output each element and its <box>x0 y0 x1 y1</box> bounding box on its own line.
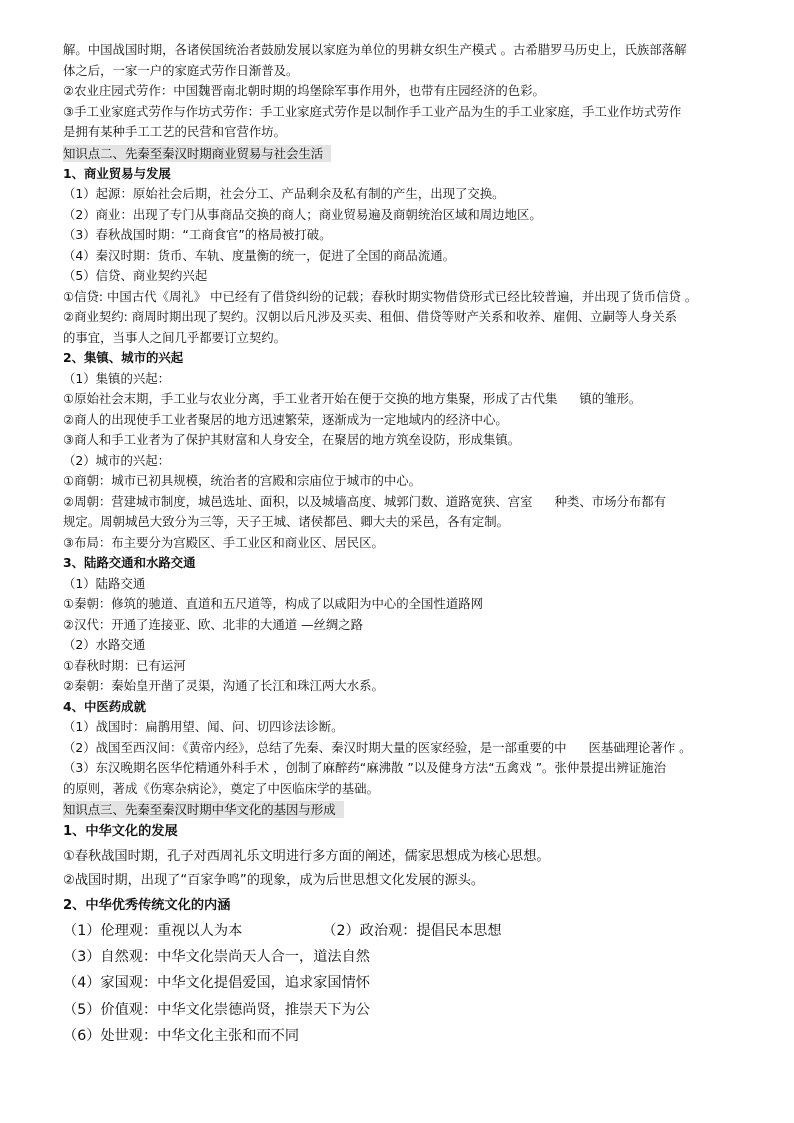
text-line: （4）秦汉时期：货币、车轨、度量衡的统一，促进了全国的商品流通。 <box>63 247 455 263</box>
text-line: 的原则，著成《伤寒杂病论》，奠定了中医临床学的基础。 <box>63 780 379 796</box>
intro-line-5: 是拥有某种手工工艺的民营和官营作坊。 <box>63 124 287 139</box>
text-line: （2）商业：出现了专门从事商品交换的商人；商业贸易遍及商朝统治区域和周边地区。 <box>63 206 542 222</box>
text-line: ②汉代：开通了连接亚、欧、北非的大通道 —丝绸之路 <box>63 616 364 632</box>
text-line: （3）自然观：中华文化崇尚天人合一，道法自然 <box>63 949 370 966</box>
text-segment: ②周朝：营建城市制度，城邑选址、面积，以及城墙高度、城郭门数、道路宽狭、宫室 <box>63 493 533 509</box>
text-segment: 医基础理论著作 。 <box>588 739 692 755</box>
text-line: （5）价值观：中华文化崇德尚贤，推崇天下为公 <box>63 1001 370 1018</box>
text-line <box>63 738 733 759</box>
text-line: ①春秋战国时期，孔子对西周礼乐文明进行多方面的阐述，儒家思想成为核心思想。 <box>63 848 550 864</box>
text-line: ①春秋时期：已有运河 <box>63 657 186 673</box>
intro-line-1: 解。中国战国时期，各诸侯国统治者鼓励发展以家庭为单位的男耕女织生产模式 。古希腊罗马历史上，氏族部落解 <box>63 42 687 57</box>
text-line: （1）战国时：扁鹊用望、闻、问、切四诊法诊断。 <box>63 719 344 734</box>
intro-line-3: ②农业庄园式劳作：中国魏晋南北朝时期的坞堡除军事作用外，也带有庄园经济的色彩。 <box>63 83 545 98</box>
knowledge-point-2-title-row <box>63 143 733 164</box>
text-line: ①秦朝：修筑的驰道、直道和五尺道等，构成了以咸阳为中心的全国性道路网 <box>63 596 483 611</box>
knowledge-point-2-title: 知识点二、先秦至秦汉时期商业贸易与社会生活 <box>63 145 331 162</box>
text-segment: （2）战国至西汉间：《黄帝内经》，总结了先秦、秦汉时期大量的医家经验，是一部重要的中 <box>63 739 567 755</box>
text-segment: （2）政治观：提倡民本思想 <box>322 923 502 939</box>
text-segment: 镇的雏形。 <box>579 391 642 406</box>
text-line: （5）信贷、商业契约兴起 <box>63 268 208 283</box>
text-line: ①信贷: 中国古代《周礼》 中已经有了借贷纠纷的记载；春秋时期实物借贷形式已经比较普遍，并出现了货币信贷 。 <box>63 288 698 304</box>
text-line: （2）城市的兴起： <box>63 452 171 468</box>
text-line: （2）水路交通 <box>63 637 146 652</box>
text-line: （1）集镇的兴起： <box>63 370 171 386</box>
text-line: ③商人和手工业者为了保护其财富和人身安全，在聚居的地方筑垒设防，形成集镇。 <box>63 432 521 447</box>
text-line: ②商业契约: 商周时期出现了契约。汉朝以后凡涉及买卖、租佃、借贷等财产关系和收养、雇佣、立嗣等人身关系 <box>63 309 677 324</box>
text-line: ②战国时期，出现了“百家争鸣”的现象，成为后世思想文化发展的源头。 <box>63 873 485 888</box>
text-line <box>63 918 733 944</box>
text-line: （3）东汉晚期名医华佗精通外科手术 ，创制了麻醉药“麻沸散 ”以及健身方法“五禽戏 ”。张仲景提出辨证施治 <box>63 760 666 775</box>
text-line: （6）处世观：中华文化主张和而不同 <box>63 1027 300 1044</box>
text-line: （3）春秋战国时期：“工商食官”的格局被打破。 <box>63 227 332 242</box>
text-line: （4）家国观：中华文化提倡爱国，追求家国情怀 <box>63 975 370 992</box>
text-segment: 种类、市场分布都有 <box>554 493 667 509</box>
text-line: 的事宜，当事人之间几乎都要订立契约。 <box>63 329 287 345</box>
intro-line-4: ③手工业家庭式劳作与作坊式劳作：手工业家庭式劳作是以制作手工业产品为生的手工业家庭，手工业作坊式劳作 <box>63 103 682 119</box>
document-page <box>63 40 733 1049</box>
section-heading-commerce: 1、商业贸易与发展 <box>63 165 171 181</box>
intro-line-2: 体之后，一家一户的家庭式劳作日渐普及。 <box>63 62 299 78</box>
section-heading-towns: 2、集镇、城市的兴起 <box>63 350 184 365</box>
text-line: ②秦朝：秦始皇开凿了灵渠，沟通了长江和珠江两大水系。 <box>63 678 384 693</box>
text-segment: （1）伦理观：重视以人为本 <box>63 923 243 939</box>
text-line: 规定。周朝城邑大致分为三等，天子王城、诸侯都邑、卿大夫的采邑，各有定制。 <box>63 514 510 529</box>
section-heading-culture-connotation: 2、中华优秀传统文化的内涵 <box>63 897 231 913</box>
text-line: （1）陆路交通 <box>63 575 146 591</box>
section-heading-medicine: 4、中医药成就 <box>63 698 146 714</box>
text-line: ②商人的出现使手工业者聚居的地方迅速繁荣，逐渐成为一定地域内的经济中心。 <box>63 411 508 427</box>
text-line: ③布局：布主要分为宫殿区、手工业区和商业区、居民区。 <box>63 534 384 550</box>
text-line <box>63 492 733 513</box>
section-heading-transport: 3、陆路交通和水路交通 <box>63 555 196 570</box>
text-line <box>63 389 733 410</box>
section-heading-culture-development: 1、中华文化的发展 <box>63 824 178 839</box>
text-line: ①商朝：城市已初具规模，统治者的宫殿和宗庙位于城市的中心。 <box>63 473 422 488</box>
knowledge-point-3-title: 知识点三、先秦至秦汉时期中华文化的基因与形成 <box>63 801 344 818</box>
text-line: （1）起源：原始社会后期，社会分工、产品剩余及私有制的产生，出现了交换。 <box>63 186 505 201</box>
text-segment: ①原始社会末期，手工业与农业分离，手工业者开始在便于交换的地方集聚，形成了古代集 <box>63 391 558 406</box>
knowledge-point-3-title-row <box>63 799 733 820</box>
